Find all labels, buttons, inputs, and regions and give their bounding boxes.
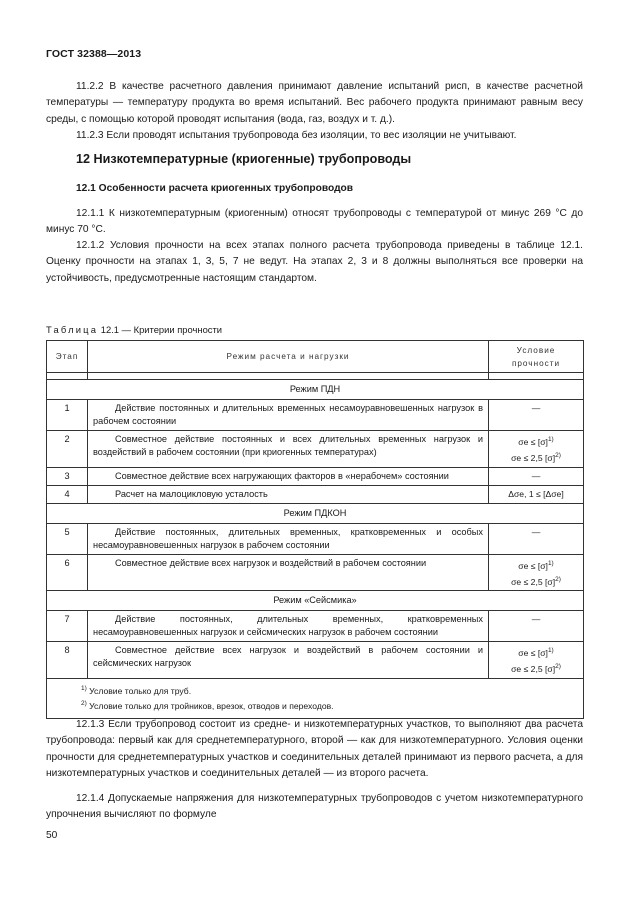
paragraph-12-1-1: 12.1.1 К низкотемпературным (криогенным) относят трубопроводы с температурой от минус 269 °С до минус 70 °С. [46, 208, 583, 236]
load-description: Совместное действие всех нагрузок и воздействий в рабочем состоянии и сейсмических нагрузок [88, 642, 489, 679]
table-caption-prefix: Таблица [46, 324, 99, 335]
footnote-ref: 2) [555, 451, 561, 459]
footnote-1 [81, 683, 578, 697]
mode-row [47, 503, 584, 523]
condition-formula: σe ≤ [σ] [518, 648, 548, 659]
paragraph-11-2-3: 11.2.3 Если проводят испытания трубопровода без изоляции, то вес изоляции не учитывают. [76, 130, 517, 141]
footnote-ref: 2) [555, 663, 561, 671]
stage-cell: 7 [47, 611, 88, 642]
table-caption [46, 324, 222, 335]
header-mode: Режим расчета и нагрузки [88, 341, 489, 373]
document-header: ГОСТ 32388—2013 [46, 48, 142, 60]
condition-formula: σe ≤ 2,5 [σ] [511, 664, 556, 675]
section-title: 12 Низкотемпературные (криогенные) трубопроводы [76, 152, 412, 166]
table-row [47, 485, 584, 503]
stage-cell: 3 [47, 467, 88, 485]
table-header-row [47, 341, 584, 373]
load-description: Действие постоянных, длительных временных, кратковременных несамоуравновешенных нагрузок и сейсмических нагрузок в рабочем состоянии [88, 611, 489, 642]
condition-formula: σe ≤ 2,5 [σ] [511, 576, 556, 587]
condition-cell: — [489, 400, 584, 431]
footnote-ref: 1) [547, 559, 554, 567]
stage-cell: 1 [47, 400, 88, 431]
table-footnotes [47, 679, 584, 719]
mode-seismic: Режим «Сейсмика» [47, 591, 584, 611]
footnote-ref: 1) [547, 647, 554, 655]
mode-pdn: Режим ПДН [47, 380, 584, 400]
condition-cell: — [489, 611, 584, 642]
load-description: Совместное действие всех нагрузок и воздействий в рабочем состоянии [88, 554, 489, 591]
stage-cell: 4 [47, 485, 88, 503]
load-description: Расчет на малоцикловую усталость [88, 485, 489, 503]
load-description: Действие постоянных, длительных временных, кратковременных и особых несамоуравновешенных нагрузок в рабочем состоянии [88, 523, 489, 554]
condition-formula: σe ≤ [σ] [518, 436, 548, 447]
footnote-text: Условие только для тройников, врезок, отводов и переходов. [86, 700, 334, 711]
mode-row [47, 380, 584, 400]
condition-cell: — [489, 523, 584, 554]
footnote-2 [81, 698, 578, 712]
load-description: Совместное действие всех нагружающих факторов в «нерабочем» состоянии [88, 467, 489, 485]
table-row [47, 642, 584, 679]
condition-cell [489, 642, 584, 679]
condition-cell: — [489, 467, 584, 485]
condition-cell [489, 431, 584, 468]
paragraph-11-2-2: 11.2.2 В качестве расчетного давления принимают давление испытаний pисп, в качестве расчетной температуры — температуру продукта во время испытаний. Вес рабочего продукта принимают равным весу среды, с помощью которой проводят испытания (вода, газ, воздух и т. д.). [46, 81, 583, 125]
page-number: 50 [46, 830, 58, 841]
condition-cell: Δσe, 1 ≤ [Δσe] [489, 485, 584, 503]
footnote-ref: 1) [547, 436, 554, 443]
paragraph-12-1-2: 12.1.2 Условия прочности на всех этапах полного расчета трубопровода приведены в таблице 12.1. Оценку прочности на этапах 1, 3, 5, 7 не ведут. На этапах 2, 3 и 8 должны выполняться все проверки на устойчивость, предусмотренные настоящим стандартом. [46, 240, 583, 284]
table-gap [47, 373, 584, 380]
paragraph-12-1-3: 12.1.3 Если трубопровод состоит из средне- и низкотемпературных участков, то выполняют два расчета трубопровода: первый как для среднетемпературного, второй — как для низкотемпературного. Условия оценки прочности для среднетемпературных участков и соединительных деталей принимают из первого расчета, а для низкотемпературных участков и соединительных деталей — из второго расчета. [46, 719, 583, 779]
table-row [47, 611, 584, 642]
condition-formula: σe ≤ 2,5 [σ] [511, 452, 556, 463]
footnote-ref: 2) [555, 575, 561, 583]
footnote-text: Условие только для труб. [86, 686, 192, 697]
header-condition: Условие прочности [489, 341, 584, 373]
condition-cell [489, 554, 584, 591]
table-caption-text: 12.1 — Критерии прочности [98, 324, 223, 335]
table-row [47, 523, 584, 554]
stage-cell: 6 [47, 554, 88, 591]
stage-cell: 5 [47, 523, 88, 554]
load-description: Действие постоянных и длительных временных несамоуравновешенных нагрузок в рабочем состоянии [88, 400, 489, 431]
stage-cell: 2 [47, 431, 88, 468]
mode-row [47, 591, 584, 611]
footnotes-row [47, 679, 584, 719]
table-row [47, 467, 584, 485]
header-stage: Этап [47, 341, 88, 373]
footnote-mark: 1) [81, 685, 87, 693]
mode-pdkon: Режим ПДКОН [47, 503, 584, 523]
stage-cell: 8 [47, 642, 88, 679]
table-row [47, 431, 584, 468]
table-row [47, 554, 584, 591]
footnote-mark: 2) [81, 699, 87, 707]
paragraph-12-1-4: 12.1.4 Допускаемые напряжения для низкотемпературных трубопроводов с учетом низкотемпературного упрочнения вычисляют по формуле [46, 793, 583, 821]
condition-formula: σe ≤ [σ] [518, 560, 548, 571]
strength-criteria-table [46, 340, 584, 719]
table-row [47, 400, 584, 431]
load-description: Совместное действие постоянных и всех длительных временных нагрузок и воздействий в рабочем состоянии (при криогенных температурах) [88, 431, 489, 468]
subsection-title: 12.1 Особенности расчета криогенных трубопроводов [76, 183, 354, 194]
